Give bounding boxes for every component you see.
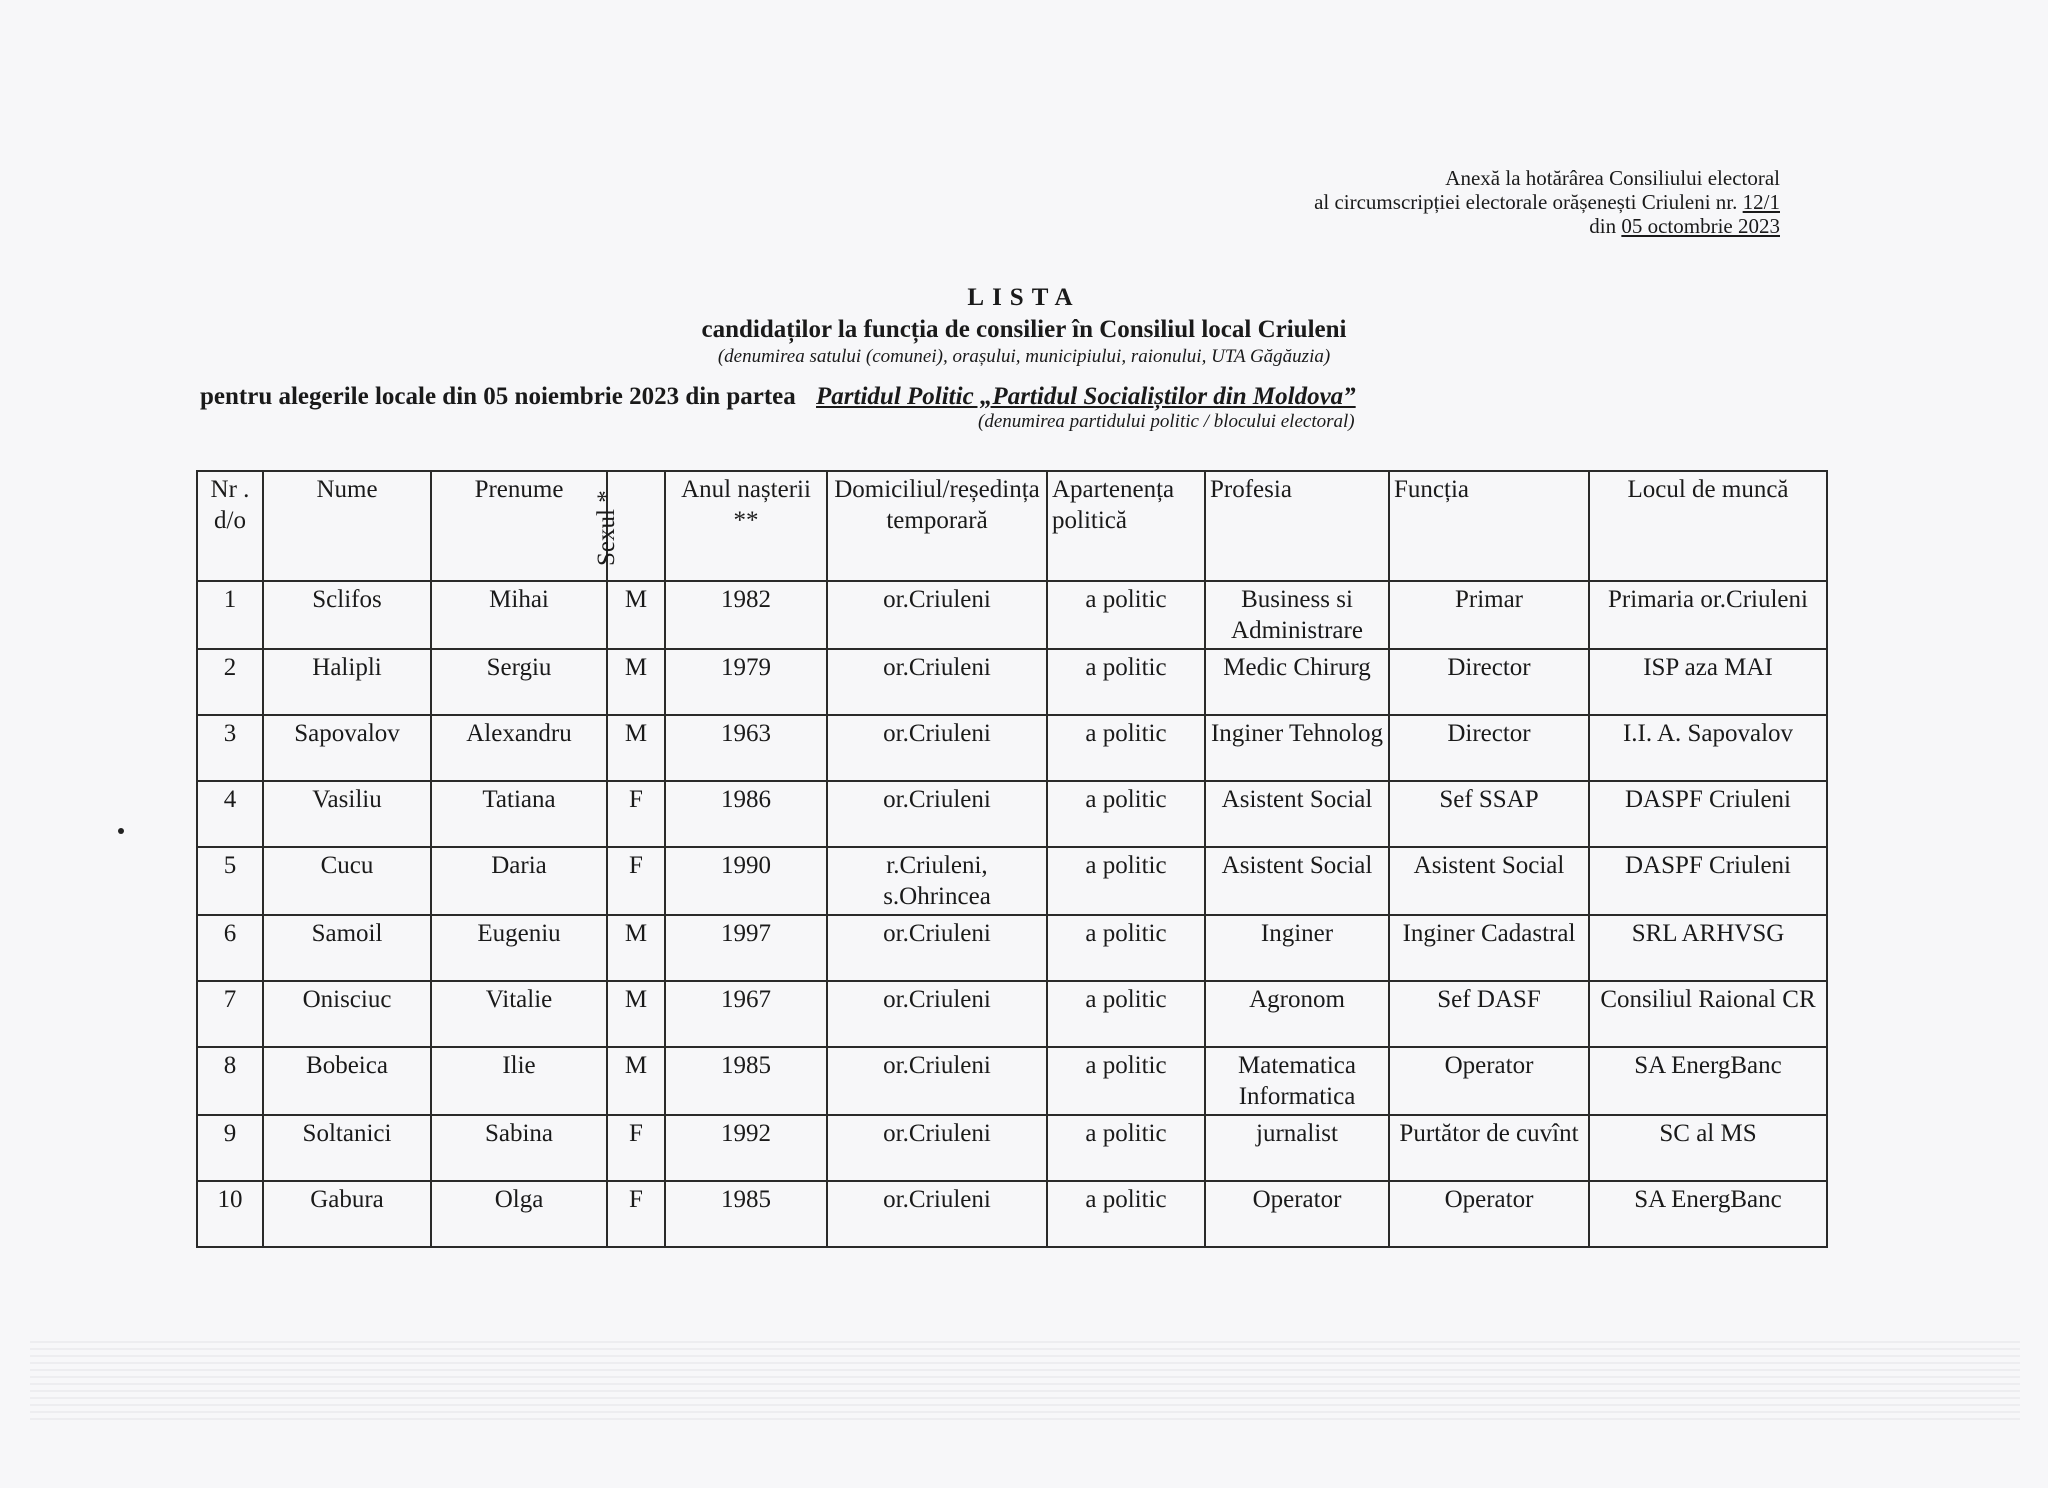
cell-nume: Bobeica [263,1047,431,1115]
cell-prenume: Mihai [431,581,607,649]
header-profesia: Profesia [1205,471,1389,581]
header-functia: Funcția [1389,471,1589,581]
cell-locul: ISP aza MAI [1589,649,1827,715]
party-name: Partidul Politic „Partidul Socialiștilor din Moldova” [816,383,1356,410]
annex-line-1: Anexă la hotărârea Consiliului electoral [1445,166,1780,190]
header-sex-text: Sexul [593,509,620,566]
title-block [0,284,2048,368]
cell-nume: Gabura [263,1181,431,1247]
cell-apartenenta: a politic [1047,649,1205,715]
cell-apartenenta: a politic [1047,581,1205,649]
cell-anul: 1982 [665,581,827,649]
elections-line [200,383,1356,411]
cell-functia: Operator [1389,1181,1589,1247]
candidates-table [196,470,1828,1248]
cell-nume: Onisciuc [263,981,431,1047]
cell-nume: Cucu [263,847,431,915]
cell-apartenenta: a politic [1047,847,1205,915]
header-nr: Nr . d/o [197,471,263,581]
cell-sex: M [607,581,665,649]
cell-nr: 9 [197,1115,263,1181]
cell-functia: Asistent Social [1389,847,1589,915]
cell-profesia: jurnalist [1205,1115,1389,1181]
cell-sex: M [607,915,665,981]
locality-note: (denumirea satului (comunei), orașului, municipiului, raionului, UTA Găgăuzia) [717,346,1331,367]
cell-prenume: Sabina [431,1115,607,1181]
cell-anul: 1992 [665,1115,827,1181]
cell-functia: Inginer Cadastral [1389,915,1589,981]
cell-sex: M [607,649,665,715]
header-sex [593,471,665,581]
cell-prenume: Ilie [431,1047,607,1115]
cell-domiciliu: or.Criuleni [827,1181,1047,1247]
cell-apartenenta: a politic [1047,915,1205,981]
header-locul: Locul de muncă [1589,471,1827,581]
cell-apartenenta: a politic [1047,715,1205,781]
cell-anul: 1990 [665,847,827,915]
cell-prenume: Sergiu [431,649,607,715]
cell-domiciliu: or.Criuleni [827,915,1047,981]
table-row [197,715,1827,781]
cell-anul: 1986 [665,781,827,847]
cell-domiciliu: or.Criuleni [827,581,1047,649]
cell-nume: Vasiliu [263,781,431,847]
cell-locul: Primaria or.Criuleni [1589,581,1827,649]
scan-smudge [30,1340,2020,1420]
table-row [197,781,1827,847]
decision-date: 05 octombrie 2023 [1621,214,1780,238]
elections-text: pentru alegerile locale din 05 noiembrie 2023 din partea [200,383,796,410]
cell-profesia: Medic Chirurg [1205,649,1389,715]
cell-nr: 8 [197,1047,263,1115]
cell-nume: Soltanici [263,1115,431,1181]
cell-locul: DASPF Criuleni [1589,847,1827,915]
annex-line-2 [1314,190,1780,214]
cell-anul: 1979 [665,649,827,715]
cell-nr: 2 [197,649,263,715]
cell-functia: Sef SSAP [1389,781,1589,847]
cell-profesia: Business si Administrare [1205,581,1389,649]
cell-apartenenta: a politic [1047,1181,1205,1247]
cell-locul: DASPF Criuleni [1589,781,1827,847]
decision-number: 12/1 [1742,190,1780,214]
cell-domiciliu: r.Criuleni, s.Ohrincea [827,847,1047,915]
cell-apartenenta: a politic [1047,781,1205,847]
header-anul: Anul nașterii ** [665,471,827,581]
cell-profesia: Matematica Informatica [1205,1047,1389,1115]
table-row [197,981,1827,1047]
cell-profesia: Agronom [1205,981,1389,1047]
cell-sex: M [607,715,665,781]
cell-domiciliu: or.Criuleni [827,981,1047,1047]
cell-locul: SRL ARHVSG [1589,915,1827,981]
header-apartenenta: Apartenența politică [1047,471,1205,581]
cell-prenume: Vitalie [431,981,607,1047]
table-header-row [197,471,1827,581]
cell-functia: Director [1389,649,1589,715]
cell-functia: Director [1389,715,1589,781]
cell-domiciliu: or.Criuleni [827,1115,1047,1181]
table-row [197,847,1827,915]
table-row [197,581,1827,649]
cell-functia: Purtător de cuvînt [1389,1115,1589,1181]
cell-sex: F [607,847,665,915]
annex-line-2-text: al circumscripției electorale orășenești Criuleni nr. [1314,190,1738,214]
cell-nr: 5 [197,847,263,915]
cell-prenume: Olga [431,1181,607,1247]
cell-apartenenta: a politic [1047,1047,1205,1115]
cell-sex: M [607,981,665,1047]
annex-line-3 [1314,214,1780,238]
party-note: (denumirea partidului politic / blocului electoral) [978,411,1355,432]
cell-sex: F [607,781,665,847]
table-row [197,1047,1827,1115]
document-title: LISTA [967,284,1081,311]
cell-functia: Operator [1389,1047,1589,1115]
cell-profesia: Asistent Social [1205,781,1389,847]
cell-anul: 1997 [665,915,827,981]
header-nume: Nume [263,471,431,581]
cell-domiciliu: or.Criuleni [827,715,1047,781]
cell-profesia: Inginer [1205,915,1389,981]
cell-nume: Samoil [263,915,431,981]
cell-sex: F [607,1115,665,1181]
cell-nume: Sapovalov [263,715,431,781]
cell-nr: 6 [197,915,263,981]
cell-profesia: Asistent Social [1205,847,1389,915]
cell-sex: M [607,1047,665,1115]
cell-nr: 3 [197,715,263,781]
annex-header [1314,166,1780,238]
header-sex-mark: * [593,490,620,503]
cell-apartenenta: a politic [1047,981,1205,1047]
cell-locul: SA EnergBanc [1589,1047,1827,1115]
header-prenume: Prenume [431,471,607,581]
table-row [197,649,1827,715]
cell-nr: 4 [197,781,263,847]
header-sex-label [591,490,622,566]
document-subtitle: candidaților la funcția de consilier în Consiliul local Criuleni [701,316,1347,343]
cell-anul: 1967 [665,981,827,1047]
cell-prenume: Alexandru [431,715,607,781]
table-row [197,1181,1827,1247]
cell-nr: 10 [197,1181,263,1247]
cell-anul: 1985 [665,1181,827,1247]
cell-domiciliu: or.Criuleni [827,1047,1047,1115]
cell-locul: SA EnergBanc [1589,1181,1827,1247]
annex-line-3-text: din [1589,214,1617,238]
table-row [197,915,1827,981]
cell-nr: 7 [197,981,263,1047]
cell-domiciliu: or.Criuleni [827,781,1047,847]
cell-nr: 1 [197,581,263,649]
cell-nume: Halipli [263,649,431,715]
cell-profesia: Operator [1205,1181,1389,1247]
cell-prenume: Eugeniu [431,915,607,981]
cell-functia: Sef DASF [1389,981,1589,1047]
cell-prenume: Tatiana [431,781,607,847]
cell-sex: F [607,1181,665,1247]
cell-locul: Consiliul Raional CR [1589,981,1827,1047]
cell-functia: Primar [1389,581,1589,649]
cell-locul: SC al MS [1589,1115,1827,1181]
cell-locul: I.I. A. Sapovalov [1589,715,1827,781]
cell-domiciliu: or.Criuleni [827,649,1047,715]
cell-anul: 1985 [665,1047,827,1115]
cell-nume: Sclifos [263,581,431,649]
cell-anul: 1963 [665,715,827,781]
stray-mark [118,828,124,834]
cell-prenume: Daria [431,847,607,915]
cell-profesia: Inginer Tehnolog [1205,715,1389,781]
cell-apartenenta: a politic [1047,1115,1205,1181]
header-domiciliu: Domiciliul/reședința temporară [827,471,1047,581]
table-row [197,1115,1827,1181]
